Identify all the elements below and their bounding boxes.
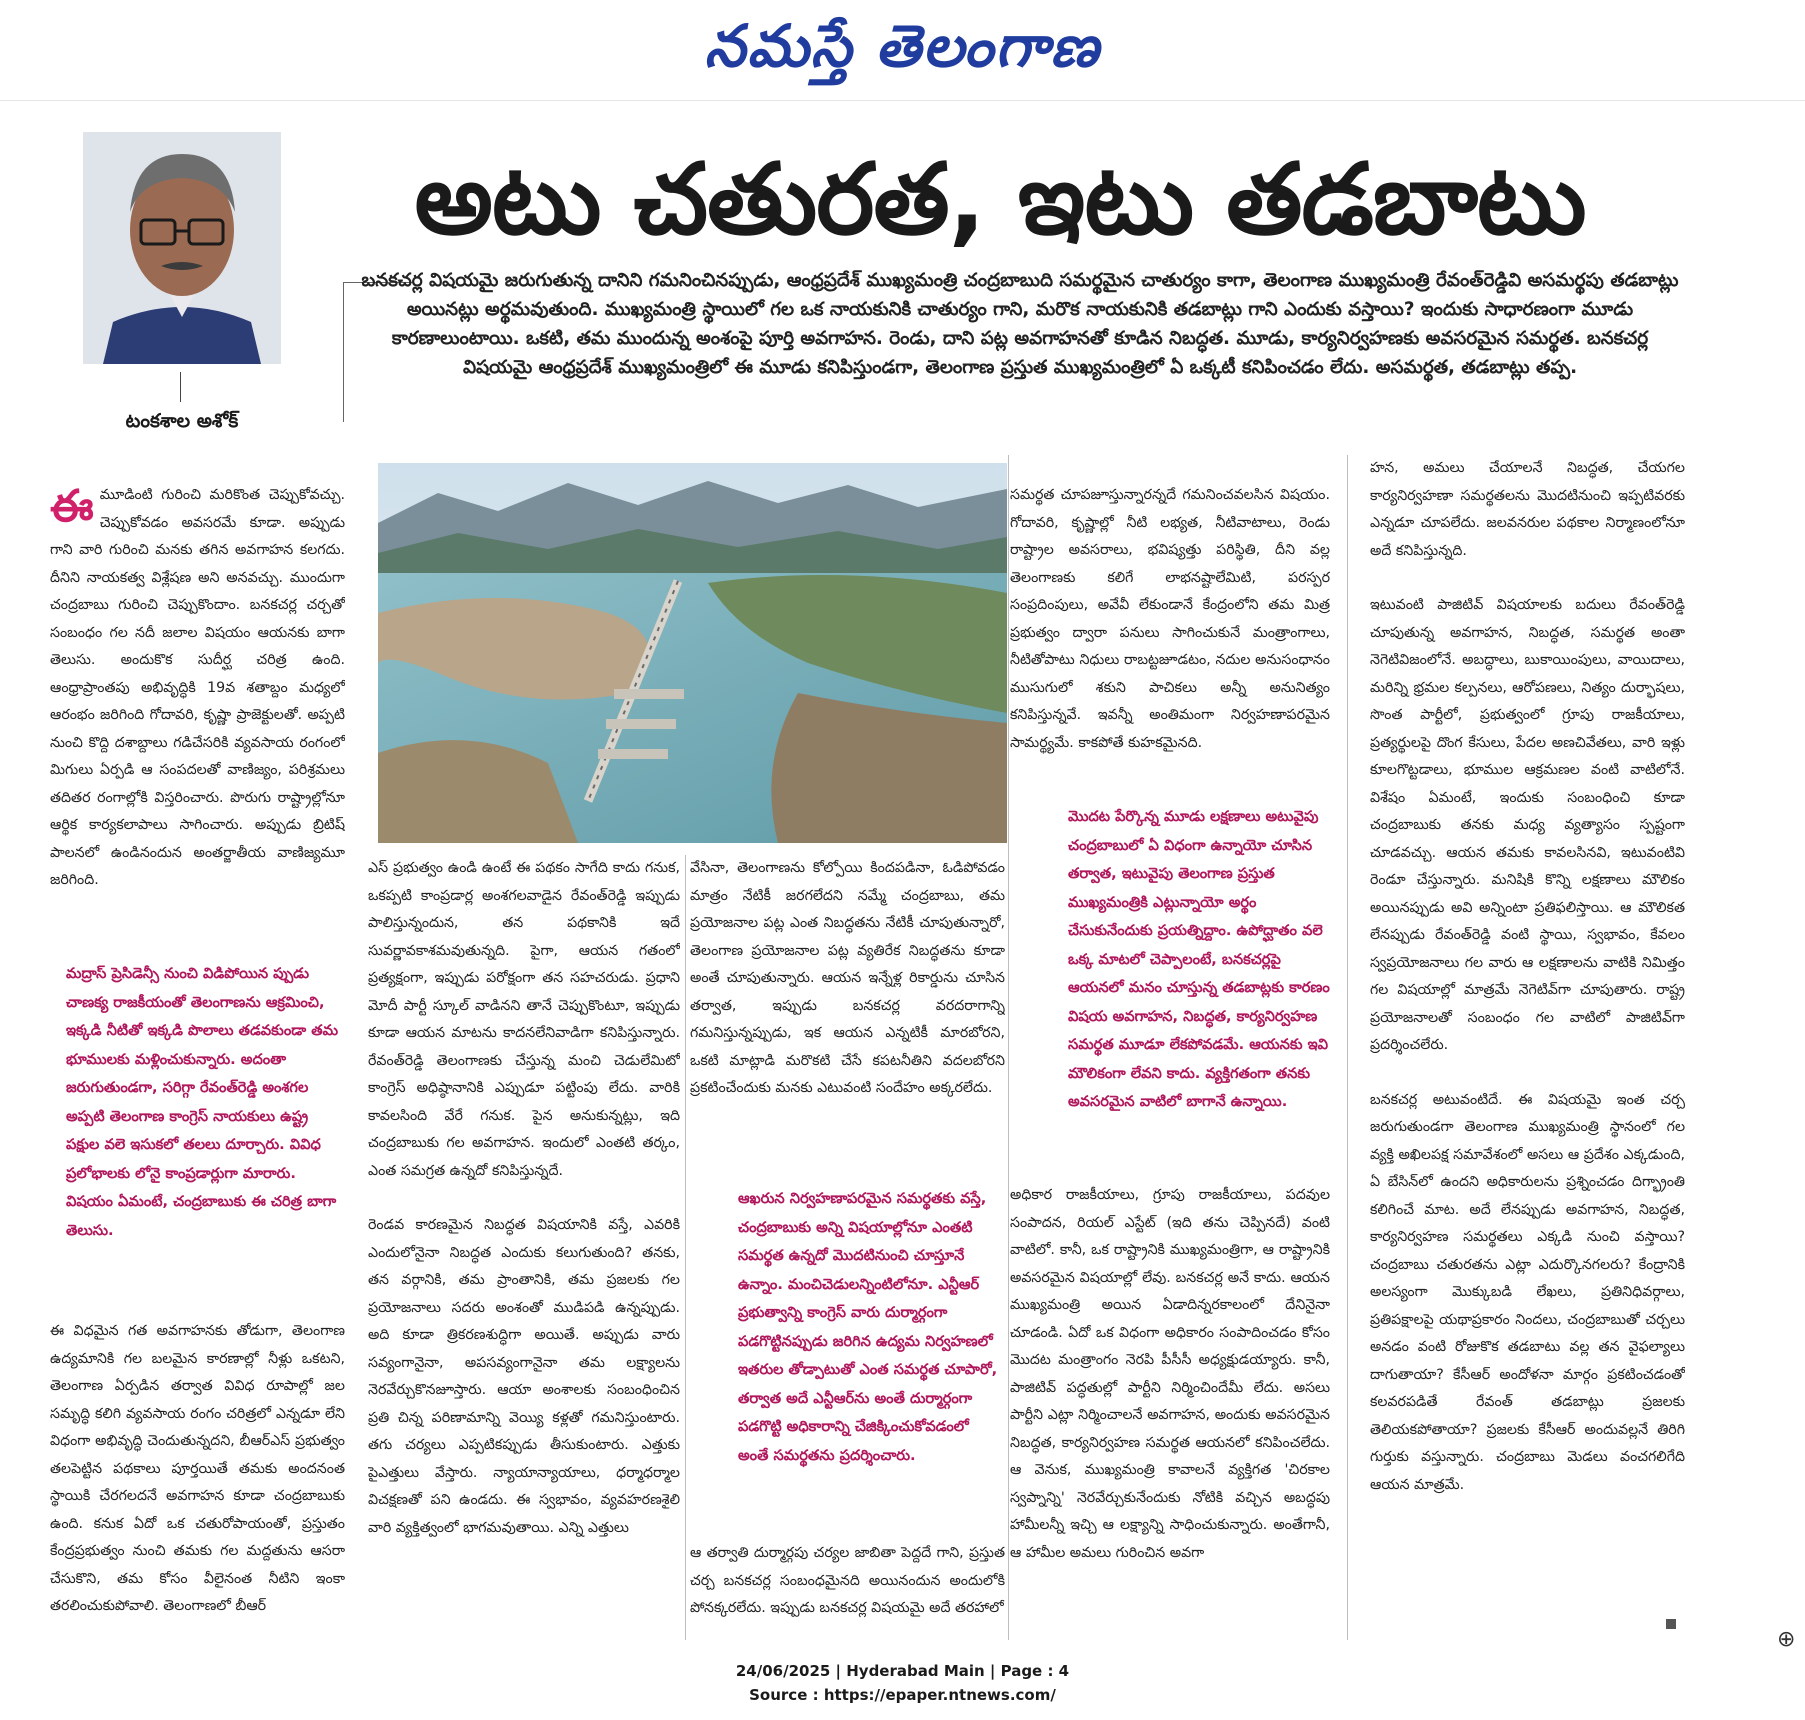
- column-5-paragraph-2: ఇటువంటి పాజిటివ్ విషయాలకు బదులు రేవంత్‌రెడ్డి చూపుతున్న అవగాహన, నిబద్ధత, సమర్థత అంతా నెగెటివిజంలోనే. అబద్ధాలు, బుకాయింపులు, వాయిదాలు, మరిన్ని భ్రమల కల్పనలు, ఆరోపణలు, నిత్యం దుర్భాషలు, సొంత పార్టీలో, ప్రభుత్వంలో గ్రూపు రాజకీయాలు, ప్రత్యర్థులపై దొంగ కేసులు, పేదల అణచివేతలు, వారి ఇళ్లు కూలగొట్టడాలు, భూముల ఆక్రమణల వంటి వాటిలోనే. విశేషం ఏమంటే, ఇందుకు సంబంధించి కూడా చంద్రబాబుకు తనకు మధ్య వ్యత్యాసం స్పష్టంగా చూడవచ్చు. ఆయన తమకు కావలసినవి, ఇటువంటివి రెండూ చేస్తున్నారు. మనిషికి కొన్ని లక్షణాలు మౌలికం అయినప్పుడు అవి అన్నింటా ప్రతిఫలిస్తాయి. ఆ మౌలికత లేనప్పుడు రేవంత్‌రెడ్డి వంటి స్థాయి, స్వభావం, కేవలం స్వప్రయోజనాలు గల వారు ఆ లక్షణాలను వాటికి నిమిత్తం గల విషయాల్లో మాత్రమే నెగెటివ్‌గా చూపుతారు. రాష్ట్ర ప్రయోజనాలతో సంబంధం గల వాటిలో పాజిటివ్‌గా ప్రదర్శించలేరు.: [1370, 597, 1685, 1053]
- drop-cap: ఈ: [50, 482, 94, 532]
- column-4-paragraph-2: అధికార రాజకీయాలు, గ్రూపు రాజకీయాలు, పదవుల సంపాదన, రియల్ ఎస్టేట్ (ఇది తను చెప్పినదే) వంటి వాటిలో. కానీ, ఒక రాష్ట్రానికి ముఖ్యమంత్రిగా, ఆ రాష్ట్రానికి అవసరమైన విషయాల్లో లేవు. బనకచర్ల అనే కాదు. ఆయన ముఖ్యమంత్రి అయిన ఏడాదిన్నరకాలంలో దేనినైనా చూడండి. ఏదో ఒక విధంగా అధికారం సంపాదించడం కోసం మొదట మంత్రాంగం నెరపి పీసీసీ అధ్యక్షుడయ్యారు. కానీ, పాజిటివ్ పద్ధతుల్లో పార్టీని నిర్మించిందేమీ లేదు. అసలు పార్టీని ఎట్లా నిర్మించాలనే అవగాహన, అందుకు అవసరమైన నిబద్ధత, కార్యనిర్వహణ సమర్థత ఆయనలో కనిపించలేదు. ఆ వెనుక, ముఖ్యమంత్రి కావాలనే వ్యక్తిగత 'చిరకాల స్వప్నాన్ని' నెరవేర్చుకునేందుకు నోటికి వచ్చిన అబద్ధపు హామీలన్నీ ఇచ్చి ఆ లక్ష్యాన్ని సాధించుకున్నారు. అంతేగానీ, ఆ హామీల అమలు గురించిన అవగా: [1010, 1187, 1330, 1561]
- footer-source-link[interactable]: Source : https://epaper.ntnews.com/: [749, 1686, 1056, 1704]
- column-2-paragraph-2: రెండవ కారణమైన నిబద్ధత విషయానికి వస్తే, ఎవరికి ఎందులోనైనా నిబద్ధత ఎందుకు కలుగుతుంది? తనకు, తన వర్గానికి, తమ ప్రాంతానికి, తమ ప్రజలకు గల ప్రయోజనాలు సదరు అంశంతో ముడిపడి ఉన్నప్పుడు. అది కూడా త్రికరణశుద్ధిగా అయితే. అప్పుడు వారు సవ్యంగానైనా, అపసవ్యంగానైనా తమ లక్ష్యాలను నెరవేర్చుకొనజూస్తారు. ఆయా అంశాలకు సంబంధించిన ప్రతి చిన్న పరిణామాన్ని వెయ్యి కళ్లతో గమనిస్తుంటారు. తగు చర్యలు ఎప్పటికప్పుడు తీసుకుంటారు. ఎత్తుకు పైఎత్తులు వేస్తారు. న్యాయాన్యాయాలు, ధర్మాధర్మాల విచక్షణతో పని ఉండదు. ఈ స్వభావం, వ్యవహరణశైలి వారి వ్యక్తిత్వంలో భాగమవుతాయి. ఎన్ని ఎత్తులు: [368, 1217, 680, 1536]
- column-3-paragraph-2: ఆ తర్వాతి దుర్మార్గపు చర్యల జాబితా పెద్దదే గాని, ప్రస్తుత చర్చ బనకచర్ల సంబంధమైనది అయినందున అందులోకి పోనక్కరలేదు. ఇప్పుడు బనకచర్ల విషయమై అదే తరహాలో: [690, 1545, 1005, 1616]
- column-rule: [685, 855, 686, 1640]
- column-2-paragraph-1: ఎస్ ప్రభుత్వం ఉండి ఉంటే ఈ పథకం సాగేది కాదు గనుక, ఒకప్పటి కాంప్రడార్ల అంశగలవాడైన రేవంత్‌రెడ్డి ఇప్పుడు పాలిస్తున్నందున, తన పథకానికి ఇదే సువర్ణావకాశమవుతున్నది. పైగా, ఆయన గతంలో ప్రత్యక్షంగా, ఇప్పుడు పరోక్షంగా తన సహచరుడు. ప్రధాని మోదీ పార్టీ స్కూల్ వాడినని తానే చెప్పుకొంటూ, ఇప్పుడు కూడా ఆయన మాటను కాదనలేనివాడిగా కనిపిస్తున్నారు. రేవంత్‌రెడ్డి తెలంగాణకు చేస్తున్న మంచి చెడులేమిటో కాంగ్రెస్ అధిష్ఠానానికి ఎప్పుడూ పట్టింపు లేదు. వారికి కావలసింది వేరే గనుక. పైన అనుకున్నట్లు, ఇది చంద్రబాబుకు గల అవగాహన. ఇందులో ఎంతటి తర్కం, ఎంత సమగ్రత ఉన్నదో కనిపిస్తున్నదే.: [368, 860, 680, 1179]
- column-rule: [1347, 455, 1348, 1640]
- column-2: [368, 855, 680, 1640]
- pull-quote-2: ఆఖరున నిర్వహణాపరమైన సమర్థతకు వస్తే, చంద్రబాబుకు అన్ని విషయాల్లోనూ ఎంతటి సమర్థత ఉన్నదో మొదటినుంచి చూస్తూనే ఉన్నాం. మంచిచెడులన్నింటిలోనూ. ఎన్టీఆర్ ప్రభుత్వాన్ని కాంగ్రెస్ వారు దుర్మార్గంగా పడగొట్టినప్పుడు జరిగిన ఉద్యమ నిర్వహణలో ఇతరుల తోడ్పాటుతో ఎంత సమర్థత చూపారో, తర్వాత అదే ఎన్టీఆర్‌ను అంతే దుర్మార్గంగా పడగొట్టి అధికారాన్ని చేజిక్కించుకోవడంలో అంతే సమర్థతను ప్రదర్శించారు.: [738, 1190, 998, 1464]
- pull-quote-3: మొదట పేర్కొన్న మూడు లక్షణాలు అటువైపు చంద్రబాబులో ఏ విధంగా ఉన్నాయో చూసిన తర్వాత, ఇటువైపు తెలంగాణ ప్రస్తుత ముఖ్యమంత్రికి ఎట్లున్నాయో అర్థం చేసుకునేందుకు ప్రయత్నిద్దాం. ఉపోద్ఘాతం వలె ఒక్క మాటలో చెప్పాలంటే, బనకచర్లపై ఆయనలో మనం చూస్తున్న తడబాట్లకు కారణం విషయ అవగాహన, నిబద్ధత, కార్యనిర్వహణ సమర్థత మూడూ లేకపోవడమే. ఆయనకు ఇవి మౌలికంగా లేవని కాదు. వ్యక్తిగతంగా తనకు అవసరమైన వాటిలో బాగానే ఉన్నాయి.: [1068, 808, 1330, 1110]
- column-5-paragraph-3: బనకచర్ల అటువంటిదే. ఈ విషయమై ఇంత చర్చ జరుగుతుండగా తెలంగాణ ముఖ్యమంత్రి స్థానంలో గల వ్యక్తి అఖిలపక్ష సమావేశంలో అసలు ఆ ప్రదేశం ఎక్కడుంది, ఏ బేసిన్‌లో ఉందని అధికారులను ప్రశ్నించడం దిగ్భ్రాంతి కలిగించే మాట. అదే లేనప్పుడు అవగాహన, నిబద్ధత, కార్యనిర్వహణ సమర్థతలు ఎక్కడి నుంచి వస్తాయి? చంద్రబాబు చతురతను ఎట్లా ఎదుర్కొనగలరు? కేంద్రానికి అలస్యంగా మొక్కుబడి లేఖలు, ప్రతినిధివర్గాలు, ప్రతిపక్షాలపై యథాప్రకారం నిందలు, చంద్రబాబుతో చర్చలు అనడం వంటి రోజుకొక తడబాటు వల్ల తన వైఫల్యాలు దాగుతాయా? కేసీఆర్ అందోళనా మార్గం ప్రకటించడంతో కలవరపడితే రేవంత్ తడబాట్లు ప్రజలకు తెలియకపోతాయా? ప్రజలకు కేసీఆర్ అందువల్లనే తిరిగి గుర్తుకు వస్తున్నారు. చంద్రబాబు మెడలు వంచగలిగేది ఆయన మాత్రమే.: [1370, 1091, 1685, 1493]
- column-4: [1010, 482, 1330, 782]
- author-byline: టంకశాల అశోక్: [125, 410, 239, 432]
- column-1-paragraph-1: మూడింటి గురించి మరికొంత చెప్పుకోవచ్చు. చెప్పుకోవడం అవసరమే కూడా. అప్పుడు గాని వారి గురించి మనకు తగిన అవగాహన కలగదు. దీనిని నాయకత్వ విశ్లేషణ అని అనవచ్చు. ముందుగా చంద్రబాబు గురించి చెప్పుకొందాం. బనకచర్ల చర్చతో సంబంధం గల నదీ జలాల విషయం ఆయనకు బాగా తెలుసు. అందుకొక సుదీర్ఘ చరిత్ర ఉంది. ఆంధ్రాప్రాంతపు అభివృద్ధికి 19వ శతాబ్దం మధ్యలో ఆరంభం జరిగింది గోదావరి, కృష్ణా ప్రాజెక్టులతో. అప్పటి నుంచి కొద్ది దశాబ్దాలు గడిచేసరికి వ్యవసాయ రంగంలో మిగులు ఏర్పడి ఆ సంపదలతో వాణిజ్యం, పరిశ్రమలు తదితర రంగాల్లోకి విస్తరించారు. పొరుగు రాష్ట్రాల్లోనూ ఆర్థిక కార్యకలాపాలు సాగించారు. అప్పుడు బ్రిటిష్ పాలనలో ఉండినందున అంతర్జాతీయ వాణిజ్యమూ జరిగింది.: [50, 487, 345, 888]
- intro-bracket-vertical: [343, 282, 344, 422]
- column-4-paragraph-1: సమర్థత చూపజూస్తున్నారన్నదే గమనించవలసిన విషయం. గోదావరి, కృష్ణాల్లో నీటి లభ్యత, నీటివాటాలు, రెండు రాష్ట్రాల అవసరాలు, భవిష్యత్తు పరిస్థితి, దీని వల్ల తెలంగాణకు కలిగే లాభనష్టాలేమిటి, పరస్పర సంప్రదింపులు, అవేవీ లేకుండానే కేంద్రంలోని తమ మిత్ర ప్రభుత్వం ద్వారా పనులు సాగించుకునే మంత్రాంగాలు, నీటితోపాటు నిధులు రాబట్టజూడటం, నదుల అనుసంధానం ముసుగులో శకుని పాచికలు అన్నీ అనునిత్యం కనిపిస్తున్నవే. ఇవన్నీ అంతిమంగా నిర్వహణాపరమైన సామర్థ్యమే. కాకపోతే కుహకమైనది.: [1010, 487, 1330, 751]
- pull-quote-1: మద్రాస్ ప్రెసిడెన్సీ నుంచి విడిపోయిన ప్పుడు చాణక్య రాజకీయంతో తెలంగాణను ఆక్రమించి, ఇక్కడి నీటితో ఇక్కడి పొలాలు తడవకుండా తమ భూములకు మళ్లించుకున్నారు. అదంతా జరుగుతుండగా, సరిగ్గా రేవంత్‌రెడ్డి అంశగల అప్పటి తెలంగాణ కాంగ్రెస్ నాయకులు ఉష్ట్ర పక్షుల వలె ఇసుకలో తలలు దూర్చారు. వివిధ ప్రలోభాలకు లోనై కాంప్రడార్లుగా మారారు. విషయం ఏమంటే, చంద్రబాబుకు ఈ చరిత్ర బాగా తెలుసు.: [66, 965, 339, 1239]
- article-end-mark: [1666, 1619, 1676, 1629]
- article-headline: అటు చతురత, ఇటు తడబాటు: [414, 143, 1586, 257]
- column-1: [50, 482, 345, 944]
- masthead-divider: [0, 100, 1805, 101]
- column-5-paragraph-1: హన, అమలు చేయాలనే నిబద్ధత, చేయగల కార్యనిర్వహణా సమర్థతలను మొదటినుంచి ఇప్పటివరకు ఎన్నడూ చూపలేదు. జలవనరుల పథకాల నిర్మాణంలోనూ అదే కనిపిస్తున్నది.: [1370, 460, 1685, 559]
- column-rule: [1008, 455, 1009, 1640]
- dam-aerial-photo: [378, 463, 1007, 843]
- newspaper-masthead: [0, 0, 1805, 100]
- column-1-paragraph-2: ఈ విధమైన గత అవగాహనకు తోడుగా, తెలంగాణ ఉద్యమానికి గల బలమైన కారణాల్లో నీళ్లు ఒకటని, తెలంగాణ ఏర్పడిన తర్వాత వివిధ రూపాల్లో జల సమృద్ధి కలిగి వ్యవసాయ రంగం చరిత్రలో ఎన్నడూ లేని విధంగా అభివృద్ధి చెందుతున్నదని, బీఆర్‌ఎస్ ప్రభుత్వం తలపెట్టిన పథకాలు పూర్తయితే తమకు అందనంత స్థాయికి చేరగలదనే అవగాహన కూడా చంద్రబాబుకు ఉంది. కనుక ఏదో ఒక చతురోపాయంతో, ప్రస్తుతం కేంద్రప్రభుత్వం నుంచి తమకు గల మద్దతును ఆసరా చేసుకొని, తమ కోసం వీలైనంత నీటిని ఇంకా తరలించుకుపోవాలి. తెలంగాణలో బీఆర్: [50, 1323, 345, 1614]
- registration-mark-icon: ⊕: [1777, 1627, 1796, 1652]
- article-intro: బనకచర్ల విషయమై జరుగుతున్న దానిని గమనించినప్పుడు, ఆంధ్రప్రదేశ్ ముఖ్యమంత్రి చంద్రబాబుది సమర్థమైన చాతుర్యం కాగా, తెలంగాణ ముఖ్యమంత్రి రేవంత్‌రెడ్డివి అసమర్థపు తడబాట్లు అయినట్లు అర్థమవుతుంది. ముఖ్యమంత్రి స్థాయిలో గల ఒక నాయకునికి చాతుర్యం గాని, మరొక నాయకునికి తడబాట్లు గాని ఎందుకు వస్తాయి? ఇందుకు సాధారణంగా మూడు కారణాలుంటాయి. ఒకటి, తమ ముందున్న అంశంపై పూర్తి అవగాహన. రెండు, దాని పట్ల అవగాహనతో కూడిన నిబద్ధత. మూడు, కార్యనిర్వహణకు అవసరమైన సమర్థత. బనకచర్ల విషయమై ఆంధ్రప్రదేశ్ ముఖ్యమంత్రిలో ఈ మూడు కనిపిస్తుండగా, తెలంగాణ ప్రస్తుత ముఖ్యమంత్రిలో ఏ ఒక్కటీ కనిపించడం లేదు. అసమర్థత, తడబాట్లు తప్ప.: [361, 270, 1679, 378]
- author-connector-line: [180, 372, 181, 402]
- masthead-title: నమస్తే తెలంగాణ: [704, 12, 1101, 80]
- column-4-bottom: [1010, 1182, 1330, 1640]
- footer-edition-info: 24/06/2025 | Hyderabad Main | Page : 4: [735, 1662, 1070, 1680]
- author-photo: [83, 132, 281, 364]
- column-5: [1370, 455, 1685, 1640]
- column-3-bottom: [690, 1540, 1005, 1640]
- column-3: [690, 855, 1005, 1155]
- column-1-bottom: [50, 1318, 345, 1638]
- column-3-paragraph-1: వేసినా, తెలంగాణను కోల్పోయి కిందపడినా, ఓడిపోవడం మాత్రం నేటికీ జరగలేదని నమ్మే చంద్రబాబు, తమ ప్రయోజనాల పట్ల ఎంత నిబద్ధతను నేటికీ చూపుతున్నారో, తెలంగాణ ప్రయోజనాల పట్ల వ్యతిరేక నిబద్ధతను కూడా అంతే చూపుతున్నారు. ఆయన ఇన్నేళ్ల రికార్డును చూసిన తర్వాత, ఇప్పుడు బనకచర్ల వరదరాగాన్ని గమనిస్తున్నప్పుడు, ఇక ఆయన ఎన్నటికీ మారబోరని, ఒకటి మాట్లాడి మరొకటి చేసే కపటనీతిని వదలబోరని ప్రకటించేందుకు మనకు ఎటువంటి సందేహం అక్కరలేదు.: [690, 860, 1005, 1096]
